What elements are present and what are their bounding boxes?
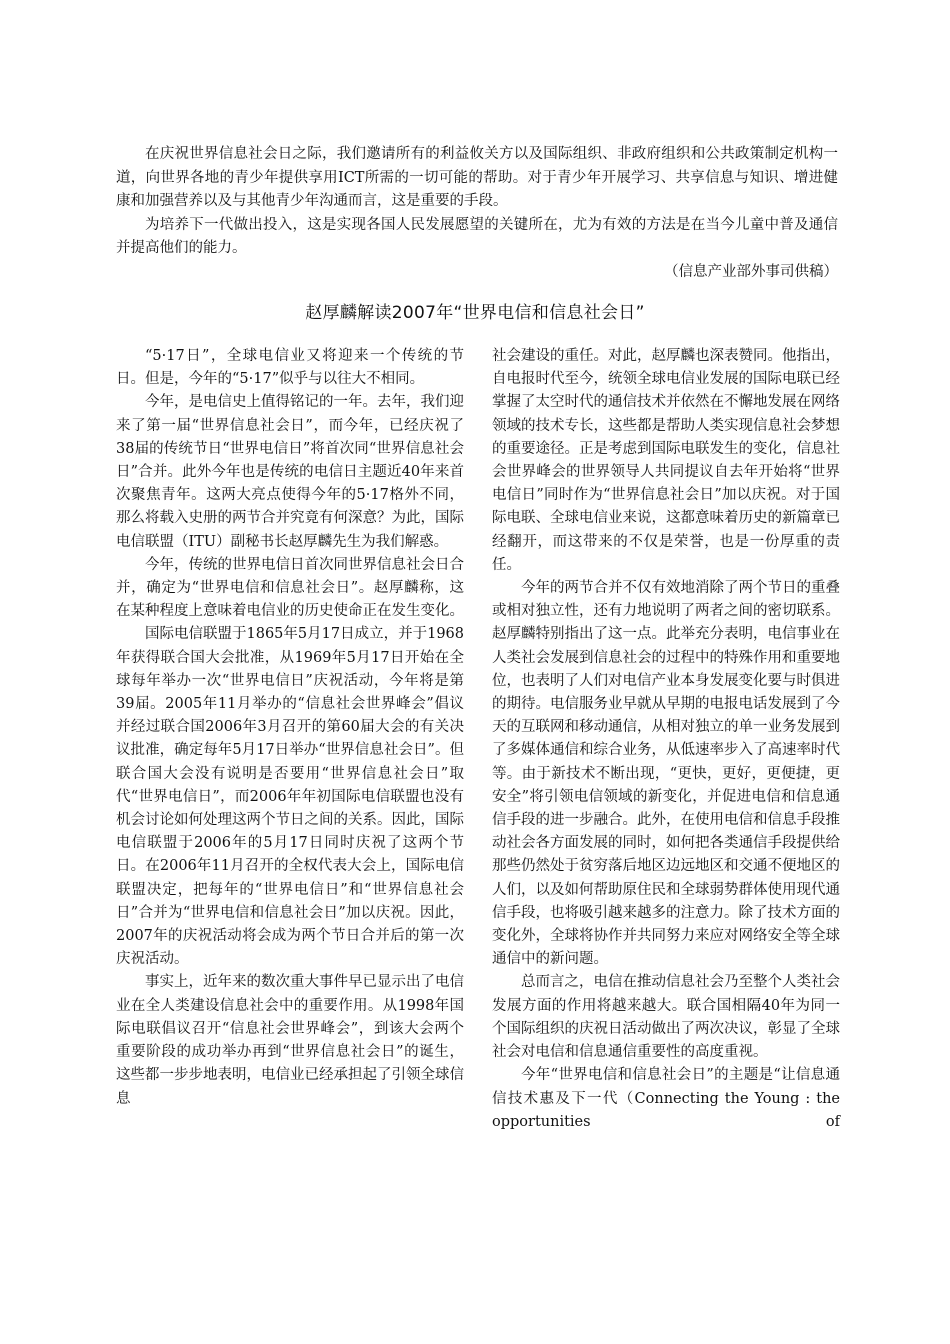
article-paragraph-continued: 社会建设的重任。对此，赵厚麟也深表赞同。他指出，自电报时代至今，统领全球电信业发展的国际电联已经掌握了太空时代的通信技术并依然在不懈地发展在网络领域的技术专长，这些都是帮助人类实现信息社会梦想的重要途径。正是考虑到国际电联发生的变化，信息社会世界峰会的世界领导人共同提议自去年开始将“世界电信日”同时作为“世界信息社会日”加以庆祝。对于国际电联、全球电信业来说，这都意味着历史的新篇章已经翻开，而这带来的不仅是荣誉，也是一份厚重的责任。	[492, 348, 840, 573]
intro-source: （信息产业部外事司供稿）	[664, 263, 838, 280]
article-paragraph: 今年，是电信史上值得铭记的一年。去年，我们迎来了第一届“世界信息社会日”，而今年，已经庆祝了38届的传统节日“世界电信日”将首次同“世界信息社会日”合并。此外今年也是传统的电信日主题近40年来首次聚焦青年。这两大亮点使得今年的5·17格外不同，那么将载入史册的两节合并究竟有何深意？为此，国际电信联盟（ITU）副秘书长赵厚麟先生为我们解惑。	[116, 394, 464, 550]
article-paragraph: 事实上，近年来的数次重大事件早已显示出了电信业在全人类建设信息社会中的重要作用。从1998年国际电联倡议召开“信息社会世界峰会”，到该大会两个重要阶段的成功举办再到“世界信息社会日”的诞生，这些都一步步地表明，电信业已经承担起了引领全球信息	[116, 974, 464, 1107]
intro-paragraph: 为培养下一代做出投入，这是实现各国人民发展愿望的关键所在，尤为有效的方法是在当今儿童中普及通信并提高他们的能力。	[116, 216, 838, 256]
article-right-column	[492, 345, 840, 1134]
article-paragraph: 今年，传统的世界电信日首次同世界信息社会日合并，确定为“世界电信和信息社会日”。赵厚麟称，这在某种程度上意味着电信业的历史使命正在发生变化。	[116, 556, 464, 620]
article-left-column	[116, 345, 464, 1111]
article-paragraph: 总而言之，电信在推动信息社会乃至整个人类社会发展方面的作用将越来越大。联合国相隔40年为同一个国际组织的庆祝日活动做出了两次决议，彰显了全球社会对电信和信息通信重要性的高度重视。	[492, 974, 840, 1061]
article-paragraph: “5·17日”，全球电信业又将迎来一个传统的节日。但是，今年的“5·17”似乎与以往大不相同。	[116, 348, 464, 388]
article-closing-fragment: 今年“世界电信和信息社会日”的主题是“让信息通信技术惠及下一代（Connecting the Young : the opportunities of	[492, 1067, 840, 1130]
article-title: 赵厚麟解读2007年“世界电信和信息社会日”	[305, 303, 645, 323]
article-paragraph: 今年的两节合并不仅有效地消除了两个节日的重叠或相对独立性，还有力地说明了两者之间的密切联系。赵厚麟特别指出了这一点。此举充分表明，电信事业在人类社会发展到信息社会的过程中的特殊作用和重要地位，也表明了人们对电信产业本身发展变化要与时俱进的期待。电信服务业早就从早期的电报电话发展到了今天的互联网和移动通信，从相对独立的单一业务发展到了多媒体通信和综合业务，从低速率步入了高速率时代等。由于新技术不断出现，“更快，更好，更便捷，更安全”将引领电信领域的新变化，并促进电信和信息通信手段的进一步融合。此外，在使用电信和信息手段推动社会各方面发展的同时，如何把各类通信手段提供给那些仍然处于贫穷落后地区边远地区和交通不便地区的人们，以及如何帮助原住民和全球弱势群体使用现代通信手段，也将吸引越来越多的注意力。除了技术方面的变化外，全球将协作并共同努力来应对网络安全等全球通信中的新问题。	[492, 580, 840, 968]
intro-paragraph: 在庆祝世界信息社会日之际，我们邀请所有的利益攸关方以及国际组织、非政府组织和公共政策制定机构一道，向世界各地的青少年提供享用ICT所需的一切可能的帮助。对于青少年开展学习、共享信息与知识、增进健康和加强营养以及与其他青少年沟通而言，这是重要的手段。	[116, 146, 838, 209]
intro-section	[116, 143, 838, 284]
article-paragraph: 国际电信联盟于1865年5月17日成立，并于1968年获得联合国大会批准，从1969年5月17日开始在全球每年举办一次“世界电信日”庆祝活动，今年将是第39届。2005年11月举办的“信息社会世界峰会”倡议并经过联合国2006年3月召开的第60届大会的有关决议批准，确定每年5月17日举办“世界信息社会日”。但联合国大会没有说明是否要用“世界信息社会日”取代“世界电信日”，而2006年年初国际电信联盟也没有机会讨论如何处理这两个节日之间的关系。因此，国际电信联盟于2006年的5月17日同时庆祝了这两个节日。在2006年11月召开的全权代表大会上，国际电信联盟决定，把每年的“世界电信日”和“世界信息社会日”合并为“世界电信和信息社会日”加以庆祝。因此，2007年的庆祝活动将会成为两个节日合并后的第一次庆祝活动。	[116, 626, 464, 968]
